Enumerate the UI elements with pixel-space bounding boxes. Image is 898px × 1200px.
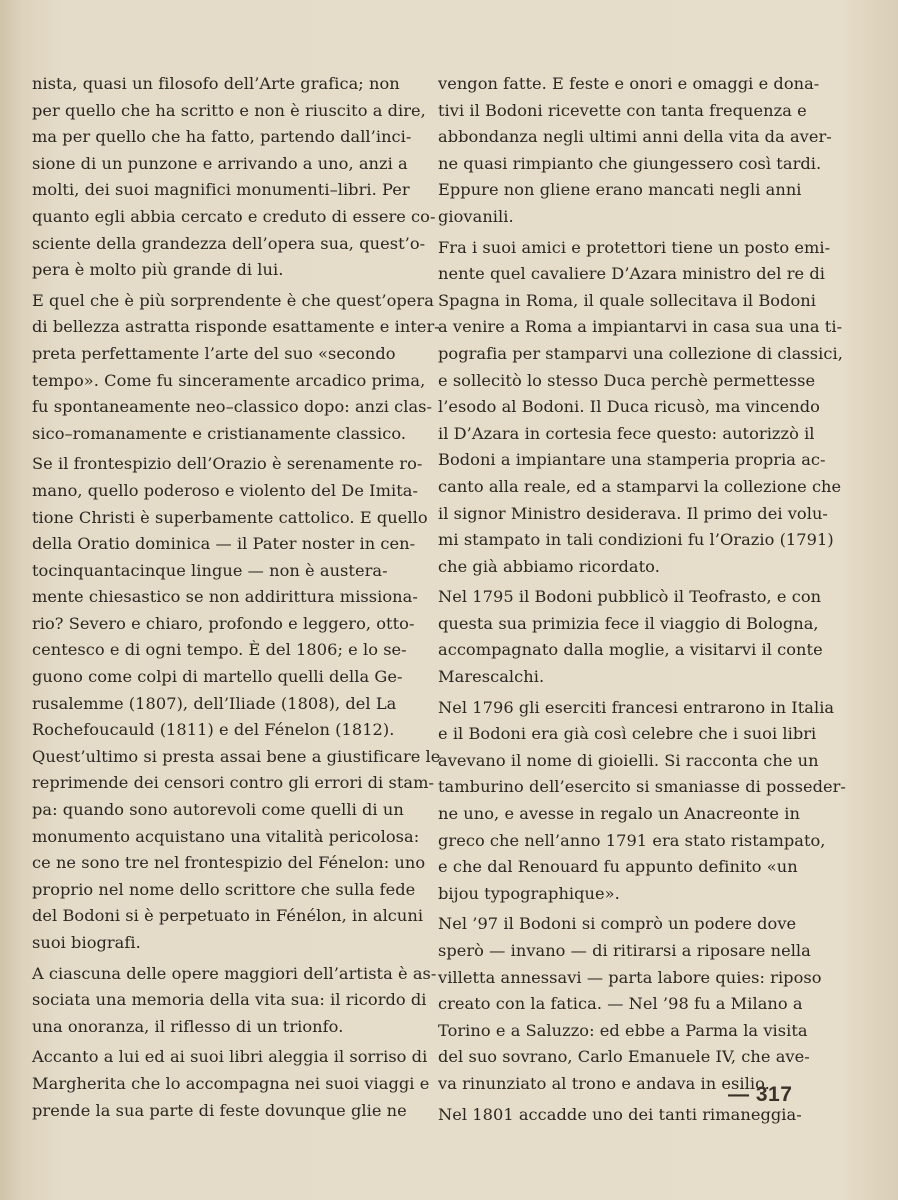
text-line: Fra i suoi amici e protettori tiene un posto emi-: [438, 237, 831, 257]
text-line: sciente della grandezza dell’opera sua, quest’o-: [32, 233, 426, 253]
text-line: giovanili.: [438, 206, 514, 226]
text-line: Nel 1795 il Bodoni pubblicò il Teofrasto, e con: [438, 587, 822, 607]
text-line: Spagna in Roma, il quale sollecitava il Bodoni: [438, 290, 816, 310]
text-line: A ciascuna delle opere maggiori dell’artista è as-: [32, 963, 437, 983]
text-line: una onoranza, il riflesso di un trionfo.: [32, 1016, 344, 1036]
text-line: bijou typographique».: [438, 883, 620, 903]
paragraph: [438, 584, 823, 690]
text-line: del Bodoni si è perpetuato in Fénélon, in alcuni: [32, 906, 424, 926]
text-line: il D’Azara in cortesia fece questo: autorizzò il: [438, 423, 815, 443]
text-line: sociata una memoria della vita sua: il ricordo di: [32, 990, 427, 1010]
text-line: villetta annessavi — parta labore quies: riposo: [438, 967, 822, 987]
paragraph: [32, 1044, 430, 1124]
text-line: ne uno, e avesse in regalo un Anacreonte in: [438, 804, 800, 824]
text-line: tocinquantacinque lingue — non è austera-: [32, 560, 388, 580]
text-line: e che dal Renouard fu appunto definito «un: [438, 857, 798, 877]
text-line: reprimende dei censori contro gli errori di stam-: [32, 773, 434, 793]
text-line: molti, dei suoi magnifici monumenti–libri. Per: [32, 180, 410, 200]
text-line: centesco e di ogni tempo. È del 1806; e lo se-: [32, 640, 407, 660]
text-line: rio? Severo e chiaro, profondo e leggero, otto-: [32, 613, 415, 633]
text-line: prende la sua parte di feste dovunque glie ne: [32, 1100, 407, 1120]
text-line: suoi biografi.: [32, 933, 141, 952]
text-line: guono come colpi di martello quelli della Ge-: [32, 667, 403, 687]
text-line: creato con la fatica. — Nel ’98 fu a Milano a: [438, 994, 803, 1014]
paragraph: [438, 235, 843, 581]
right-text-column: [438, 71, 846, 1132]
text-line: Bodoni a impiantare una stamperia propria ac-: [438, 450, 826, 470]
text-line: il signor Ministro desiderava. Il primo dei volu-: [438, 503, 828, 523]
paragraph: [438, 695, 846, 908]
text-line: monumento acquistano una vitalità pericolosa:: [32, 826, 420, 846]
text-line: Eppure non gliene erano mancati negli anni: [438, 180, 802, 200]
text-line: questa sua primizia fece il viaggio di Bologna,: [438, 613, 819, 633]
text-line: ce ne sono tre nel frontespizio del Fénelon: uno: [32, 853, 426, 873]
text-line: sione di un punzone e arrivando a uno, anzi a: [32, 153, 408, 173]
text-line: e sollecitò lo stesso Duca perchè permettesse: [438, 370, 816, 390]
paragraph: [32, 71, 436, 284]
text-line: Marescalchi.: [438, 667, 545, 687]
text-line: nista, quasi un filosofo dell’Arte grafica; non: [32, 74, 400, 93]
text-line: Nel 1796 gli eserciti francesi entrarono in Italia: [438, 697, 835, 717]
paragraph: [438, 911, 822, 1097]
text-line: nente quel cavaliere D’Azara ministro del re di: [438, 264, 825, 284]
text-line: canto alla reale, ed a stamparvi la collezione che: [438, 476, 842, 496]
paragraph: [32, 961, 437, 1041]
text-line: ma per quello che ha fatto, partendo dall’inci-: [32, 127, 412, 147]
text-line: proprio nel nome dello scrittore che sulla fede: [32, 879, 416, 899]
text-line: Quest’ultimo si presta assai bene a giustificare le: [32, 746, 441, 766]
text-line: accompagnato dalla moglie, a visitarvi il conte: [438, 640, 823, 660]
text-line: E quel che è più sorprendente è che quest’opera: [32, 290, 434, 310]
text-line: Rochefoucauld (1811) e del Fénelon (1812).: [32, 720, 395, 740]
text-line: Margherita che lo accompagna nei suoi viaggi e: [32, 1073, 430, 1093]
text-line: tione Christi è superbamente cattolico. E quello: [32, 507, 428, 527]
text-line: mi stampato in tali condizioni fu l’Orazio (1791): [438, 530, 834, 550]
text-line: mente chiesastico se non addirittura missiona-: [32, 587, 418, 607]
text-line: greco che nell’anno 1791 era stato ristampato,: [438, 830, 826, 850]
text-line: per quello che ha scritto e non è riuscito a dire,: [32, 100, 426, 120]
text-line: a venire a Roma a impiantarvi in casa sua una ti-: [438, 317, 843, 337]
text-line: preta perfettamente l’arte del suo «secondo: [32, 343, 396, 363]
text-line: pa: quando sono autorevoli come quelli di un: [32, 800, 404, 820]
text-line: abbondanza negli ultimi anni della vita da aver-: [438, 127, 832, 147]
text-line: che già abbiamo ricordato.: [438, 556, 660, 576]
paragraph: [32, 451, 441, 956]
text-line: l’esodo al Bodoni. Il Duca ricusò, ma vincendo: [438, 397, 820, 417]
left-text-column: [32, 71, 441, 1128]
text-line: tamburino dell’esercito si smaniasse di posseder-: [438, 777, 846, 797]
text-line: fu spontaneamente neo–classico dopo: anzi clas-: [32, 397, 433, 417]
text-line: rusalemme (1807), dell’Iliade (1808), del La: [32, 693, 397, 713]
page-number: — 317: [728, 1083, 793, 1106]
text-line: mano, quello poderoso e violento del De Imita-: [32, 480, 418, 500]
text-line: pografia per stamparvi una collezione di classici,: [438, 343, 843, 363]
text-line: sperò — invano — di ritirarsi a riposare nella: [438, 941, 811, 960]
text-line: di bellezza astratta risponde esattamente e inter-: [32, 317, 440, 337]
text-line: Torino e a Saluzzo: ed ebbe a Parma la visita: [438, 1020, 808, 1040]
text-line: del suo sovrano, Carlo Emanuele IV, che ave-: [438, 1047, 810, 1067]
text-line: sico–romanamente e cristianamente classico.: [32, 423, 407, 443]
text-line: tempo». Come fu sinceramente arcadico prima,: [32, 370, 426, 390]
text-line: Accanto a lui ed ai suoi libri aleggia il sorriso di: [32, 1047, 428, 1067]
text-line: Nel ’97 il Bodoni si comprò un podere dove: [438, 914, 797, 934]
text-line: ne quasi rimpianto che giungessero così tardi.: [438, 153, 822, 173]
text-line: quanto egli abbia cercato e creduto di essere co-: [32, 206, 436, 226]
text-line: e il Bodoni era già così celebre che i suoi libri: [438, 724, 817, 744]
text-line: va rinunziato al trono e andava in esilio.: [438, 1073, 770, 1093]
text-line: avevano il nome di gioielli. Si racconta che un: [438, 750, 819, 770]
text-line: della Oratio dominica — il Pater noster in cen-: [32, 534, 416, 554]
paragraph: [438, 71, 832, 231]
text-line: pera è molto più grande di lui.: [32, 260, 284, 280]
text-line: Nel 1801 accadde uno dei tanti rimaneggia-: [438, 1104, 802, 1124]
text-line: tivi il Bodoni ricevette con tanta frequenza e: [438, 100, 807, 120]
paragraph: [32, 288, 440, 448]
text-line: vengon fatte. E feste e onori e omaggi e dona-: [438, 74, 820, 93]
text-line: Se il frontespizio dell’Orazio è serenamente ro-: [32, 454, 423, 474]
